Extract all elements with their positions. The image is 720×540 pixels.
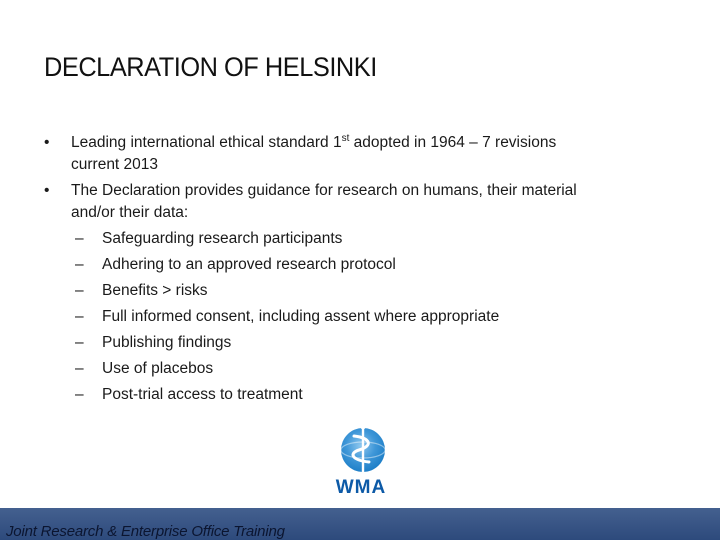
dash-marker: – [75,230,84,247]
wma-caduceus-globe-logo-icon [291,416,431,496]
slide-title: DECLARATION OF HELSINKI [44,52,377,82]
dash-marker: – [75,386,84,403]
bullet-item-2-line-2: and/or their data: [71,204,189,221]
footer-text: Joint Research & Enterprise Office Training [6,523,285,540]
dash-marker: – [75,308,84,325]
sub-bullet-item: Full informed consent, including assent where appropriate [102,308,500,325]
wma-logo [291,416,431,496]
sub-bullet-item: Post-trial access to treatment [102,386,303,403]
dash-marker: – [75,282,84,299]
dash-marker: – [75,360,84,377]
sub-bullet-item: Safeguarding research participants [102,230,343,247]
bullet-item-1 [71,132,556,154]
dash-marker: – [75,334,84,351]
bullet-marker: • [44,182,50,199]
sub-bullet-item: Benefits > risks [102,282,208,299]
bullet-item-2: The Declaration provides guidance for research on humans, their material [71,182,577,199]
sub-bullet-item: Publishing findings [102,334,232,351]
ordinal-superscript: st [341,132,350,144]
bullet-item-1-line-2: current 2013 [71,156,159,173]
sub-bullet-item: Adhering to an approved research protocol [102,256,396,273]
dash-marker: – [75,256,84,273]
wma-logo-text: WMA [335,477,387,496]
bullet-1-text: Leading international ethical standard 1st adopted in 1964 – 7 revisions [71,132,557,151]
bullet-marker: • [44,134,50,151]
sub-bullet-item: Use of placebos [102,360,214,377]
